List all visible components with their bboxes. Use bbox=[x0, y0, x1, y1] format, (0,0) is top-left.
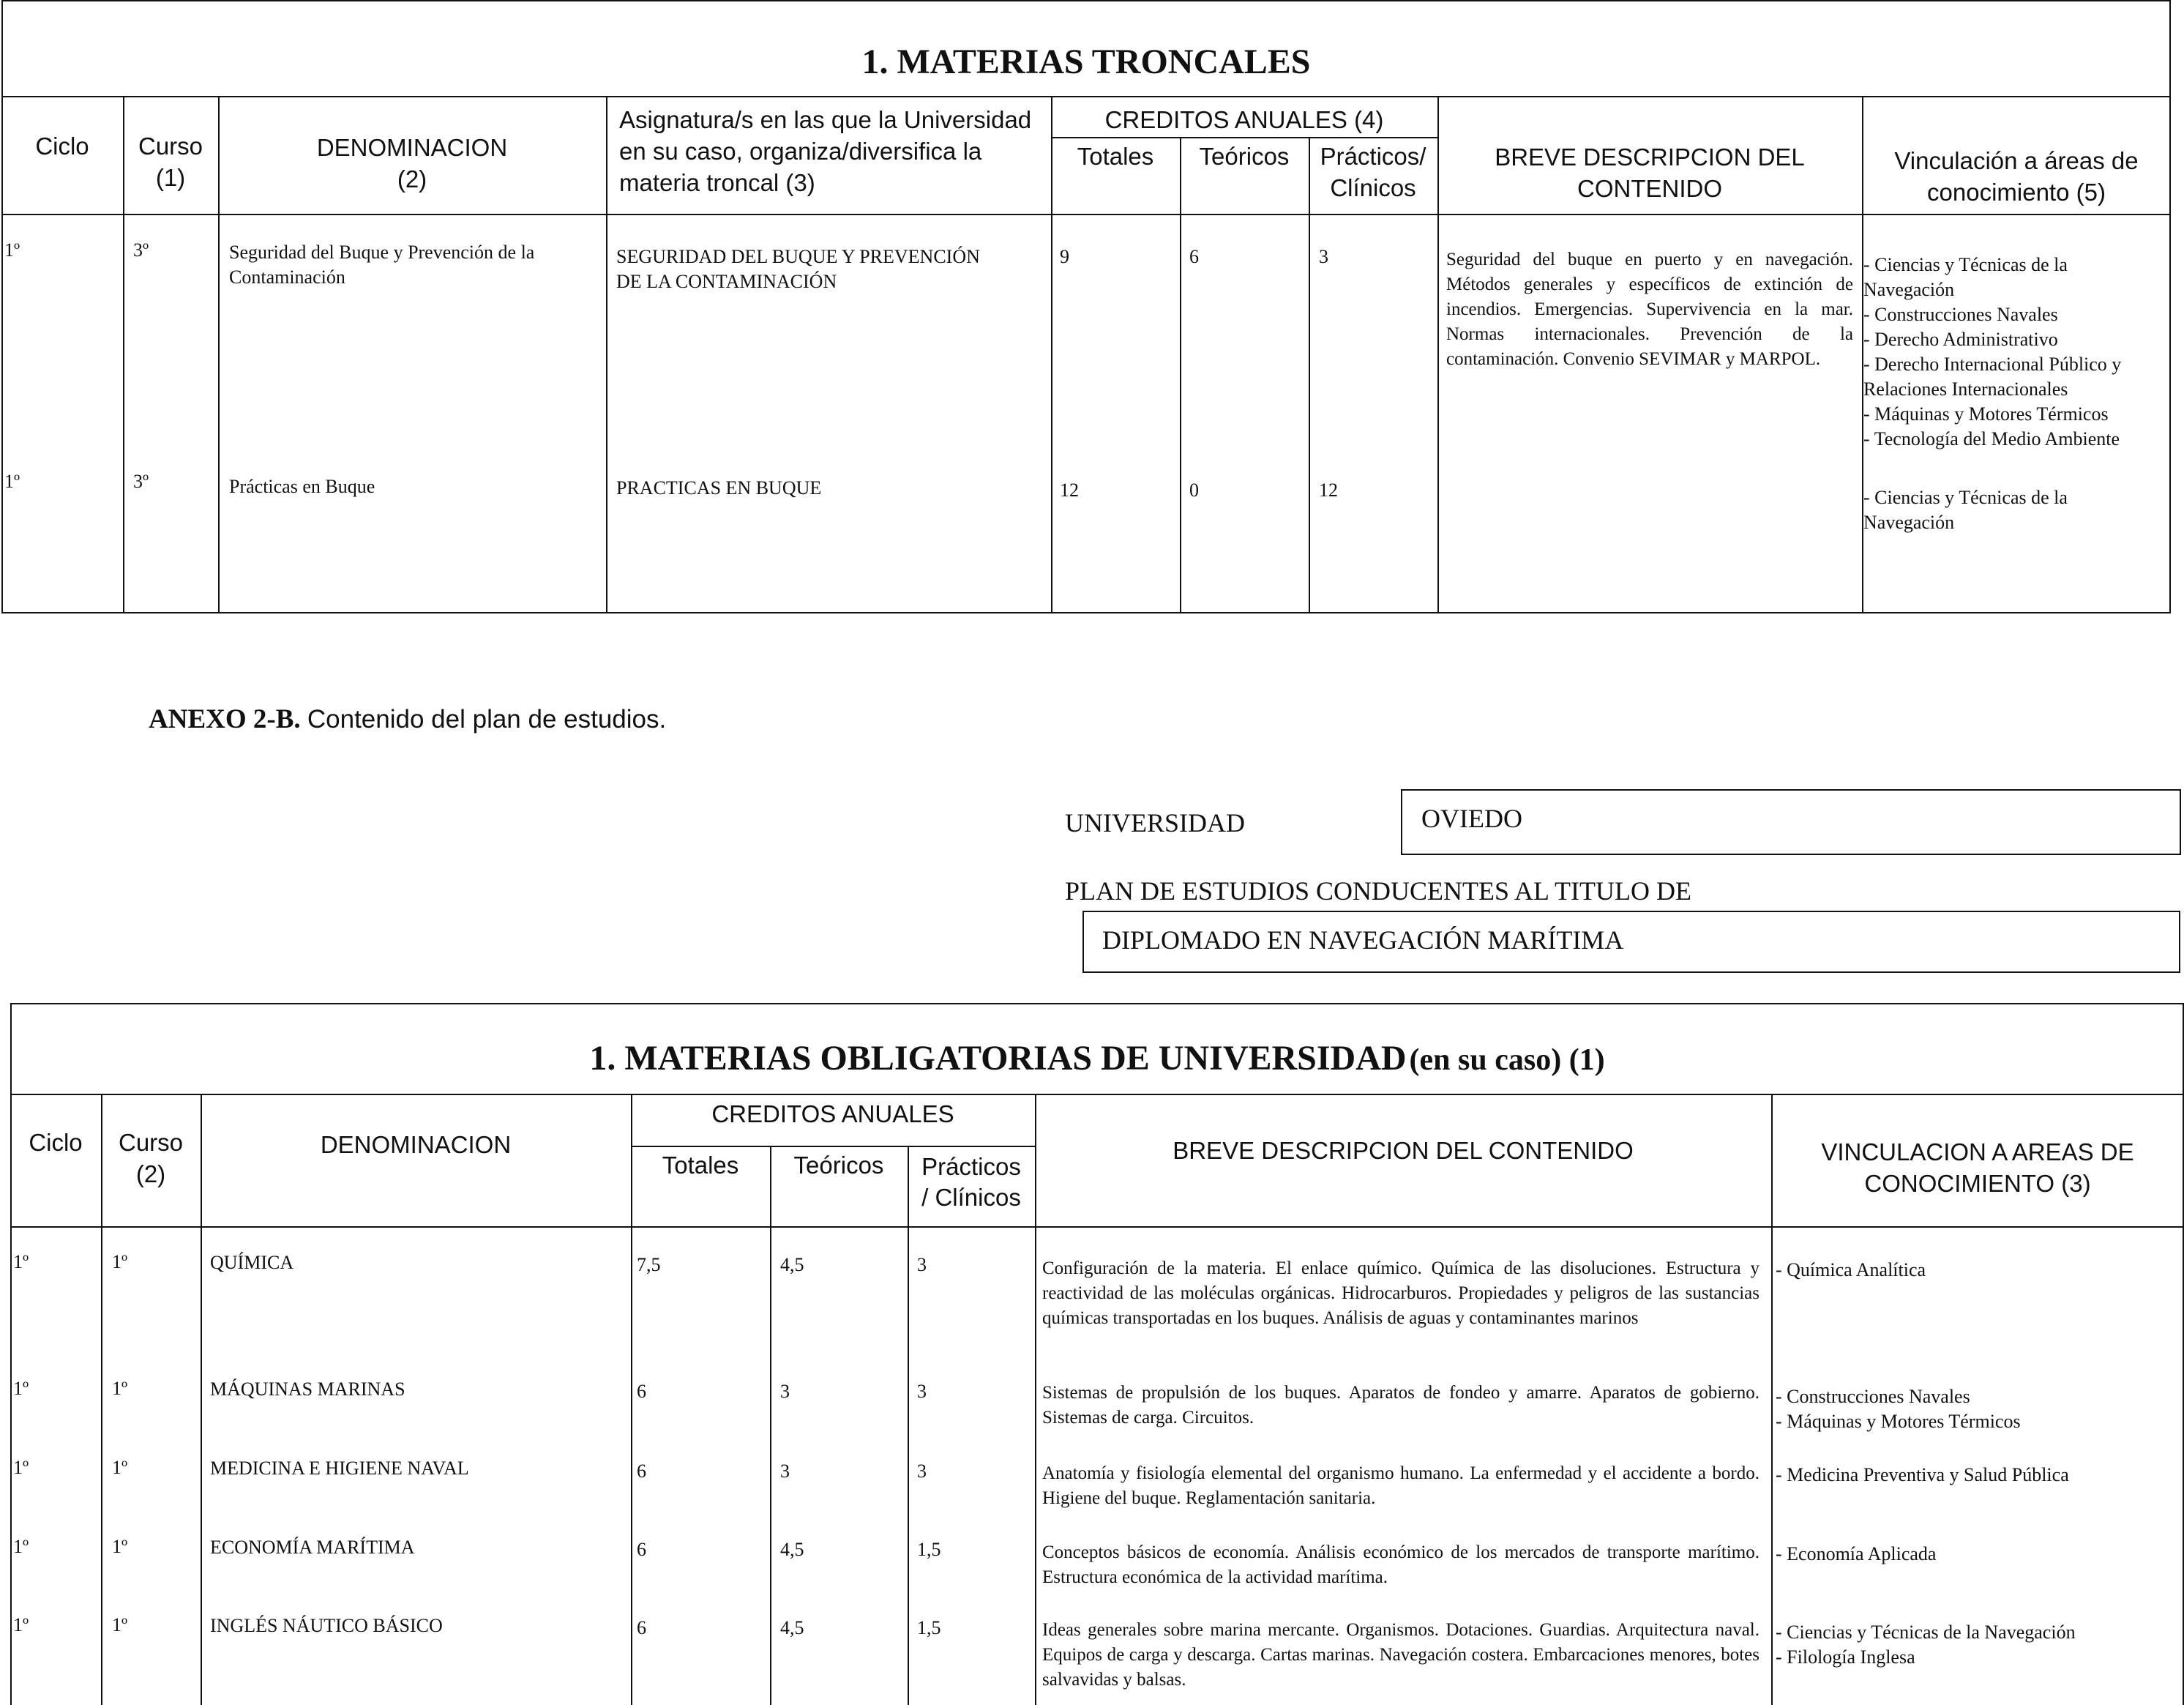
header-ciclo: Ciclo bbox=[35, 133, 89, 160]
row-teoricos: 6 bbox=[1189, 246, 1199, 267]
row-vinculacion bbox=[1776, 1542, 1936, 1567]
header-creditos: CREDITOS ANUALES bbox=[711, 1100, 954, 1127]
row-ciclo: 1º bbox=[13, 1457, 29, 1478]
row-curso: 1º bbox=[112, 1251, 128, 1272]
row-totales: 6 bbox=[637, 1460, 646, 1482]
row-teoricos: 3 bbox=[780, 1460, 790, 1482]
vinculacion-item: - Máquinas y Motores Térmicos bbox=[1863, 403, 2109, 425]
obligatorias-title bbox=[10, 1037, 2184, 1089]
header-asignatura-3: materia troncal (3) bbox=[619, 169, 815, 196]
anexo-heading bbox=[149, 703, 666, 736]
row-ciclo: 1º bbox=[13, 1614, 29, 1635]
row-totales: 6 bbox=[637, 1539, 646, 1560]
row-totales: 6 bbox=[637, 1381, 646, 1402]
row-denominacion: MÁQUINAS MARINAS bbox=[210, 1378, 405, 1400]
row-practicos: 3 bbox=[1319, 246, 1328, 267]
vinculacion-item: - Derecho Administrativo bbox=[1863, 329, 2058, 350]
vinculacion-item: - Filología Inglesa bbox=[1776, 1646, 1915, 1668]
header-teoricos: Teóricos bbox=[793, 1152, 884, 1179]
row-practicos: 12 bbox=[1319, 480, 1338, 501]
header-vinculacion: VINCULACION A AREAS DE bbox=[1821, 1138, 2134, 1165]
header-creditos: CREDITOS ANUALES (4) bbox=[1104, 106, 1384, 133]
row-vinculacion bbox=[1776, 1463, 2069, 1488]
row-curso: 1º bbox=[112, 1378, 128, 1399]
row-practicos: 1,5 bbox=[917, 1539, 941, 1560]
row-practicos: 1,5 bbox=[917, 1617, 941, 1638]
row-denominacion: INGLÉS NÁUTICO BÁSICO bbox=[210, 1615, 443, 1636]
header-denominacion: DENOMINACION bbox=[316, 134, 508, 161]
header-teoricos: Teóricos bbox=[1199, 143, 1290, 170]
vinculacion-item: Navegación bbox=[1863, 512, 1955, 533]
row-descripcion: Configuración de la materia. El enlace químico. Química de las disoluciones. Estructura y reactividad de las moléculas orgánicas. Hidrocarburos. Propiedades y peligros de las sustancias químicas transportadas en los buques. Análisis de aguas y contaminantes marinos bbox=[1042, 1258, 1759, 1328]
header-curso-note: (1) bbox=[155, 164, 186, 191]
row-teoricos: 4,5 bbox=[780, 1617, 804, 1638]
row-ciclo: 1º bbox=[4, 239, 20, 261]
vinculacion-item: - Máquinas y Motores Térmicos bbox=[1776, 1411, 2021, 1432]
vinculacion-item: - Química Analítica bbox=[1776, 1259, 1926, 1280]
vinculacion-item: - Economía Aplicada bbox=[1776, 1543, 1937, 1564]
header-curso: Curso bbox=[118, 1129, 184, 1156]
vinculacion-item: - Derecho Internacional Público y bbox=[1863, 354, 2122, 375]
row-asignatura-2: DE LA CONTAMINACIÓN bbox=[616, 271, 837, 292]
row-descripcion: Conceptos básicos de economía. Análisis económico de los mercados de transporte marítimo. Estructura económica de la actividad marítima. bbox=[1042, 1542, 1759, 1587]
header-descripcion: BREVE DESCRIPCION DEL bbox=[1495, 143, 1805, 171]
row-asignatura: PRACTICAS EN BUQUE bbox=[616, 477, 822, 499]
row-denominacion: MEDICINA E HIGIENE NAVAL bbox=[210, 1458, 469, 1479]
row-descripcion: Seguridad del buque en puerto y en navegación. Métodos generales y específicos de extinción de incendios. Emergencias. Supervivencia en la mar. Normas internacionales. Prevención de la contaminación. Convenio SEVIMAR y MARPOL. bbox=[1446, 250, 1853, 369]
row-curso: 3º bbox=[133, 239, 149, 261]
row-vinculacion bbox=[1863, 485, 2068, 535]
header-practicos: Prácticos/ bbox=[1320, 143, 1426, 170]
row-denominacion: Prácticas en Buque bbox=[229, 476, 375, 497]
row-curso: 1º bbox=[112, 1614, 128, 1635]
row-practicos: 3 bbox=[917, 1254, 927, 1275]
header-vinculacion-2: conocimiento (5) bbox=[1927, 179, 2106, 206]
header-practicos-2: / Clínicos bbox=[921, 1184, 1021, 1211]
header-practicos: Prácticos bbox=[921, 1153, 1021, 1180]
header-curso-note: (2) bbox=[135, 1160, 166, 1187]
header-asignatura: Asignatura/s en las que la Universidad bbox=[619, 106, 1032, 133]
row-totales: 6 bbox=[637, 1617, 646, 1638]
universidad-label: UNIVERSIDAD bbox=[1065, 808, 1245, 837]
header-curso: Curso bbox=[138, 133, 203, 160]
row-denominacion-2: Contaminación bbox=[229, 266, 345, 288]
plan-value: DIPLOMADO EN NAVEGACIÓN MARÍTIMA bbox=[1102, 925, 1624, 955]
header-totales: Totales bbox=[662, 1152, 739, 1179]
header-practicos-2: Clínicos bbox=[1330, 174, 1416, 201]
header-asignatura-2: en su caso, organiza/diversifica la bbox=[619, 138, 982, 165]
header-vinculacion-2: CONOCIMIENTO (3) bbox=[1864, 1170, 2091, 1197]
vinculacion-item: - Construcciones Navales bbox=[1776, 1386, 1970, 1407]
row-denominacion: ECONOMÍA MARÍTIMA bbox=[210, 1537, 415, 1558]
vinculacion-item: - Tecnología del Medio Ambiente bbox=[1863, 428, 2120, 449]
header-descripcion: BREVE DESCRIPCION DEL CONTENIDO bbox=[1173, 1137, 1634, 1164]
vinculacion-item: - Medicina Preventiva y Salud Pública bbox=[1776, 1464, 2069, 1485]
row-practicos: 3 bbox=[917, 1460, 927, 1482]
row-descripcion: Sistemas de propulsión de los buques. Aparatos de fondeo y amarre. Aparatos de gobierno. Sistemas de carga. Circuitos. bbox=[1042, 1383, 1759, 1428]
vinculacion-item: - Construcciones Navales bbox=[1863, 304, 2058, 325]
vinculacion-item: Relaciones Internacionales bbox=[1863, 378, 2068, 400]
row-ciclo: 1º bbox=[13, 1536, 29, 1557]
row-practicos: 3 bbox=[917, 1381, 927, 1402]
vinculacion-item: Navegación bbox=[1863, 279, 1955, 300]
row-descripcion: Anatomía y fisiología elemental del organismo humano. La enfermedad y el accidente a bordo. Higiene del buque. Reglamentación sanitaria. bbox=[1042, 1463, 1759, 1508]
row-totales: 7,5 bbox=[637, 1254, 661, 1275]
row-ciclo: 1º bbox=[13, 1251, 29, 1272]
obligatorias-table bbox=[10, 1003, 2184, 1705]
anexo-text: Contenido del plan de estudios. bbox=[307, 705, 667, 734]
troncales-title: 1. MATERIAS TRONCALES bbox=[861, 42, 1311, 81]
obligatorias-title-suffix: (en su caso) (1) bbox=[1409, 1043, 1605, 1077]
header-denominacion: DENOMINACION bbox=[320, 1131, 512, 1158]
row-teoricos: 0 bbox=[1189, 480, 1199, 501]
obligatorias-title-main: 1. MATERIAS OBLIGATORIAS DE UNIVERSIDAD bbox=[589, 1039, 1407, 1078]
row-denominacion: Seguridad del Buque y Prevención de la bbox=[229, 242, 535, 263]
header-totales: Totales bbox=[1077, 143, 1154, 170]
row-teoricos: 4,5 bbox=[780, 1254, 804, 1275]
vinculacion-item: - Ciencias y Técnicas de la bbox=[1863, 487, 2068, 508]
plan-label: PLAN DE ESTUDIOS CONDUCENTES AL TITULO DE bbox=[1065, 876, 1691, 906]
row-denominacion: QUÍMICA bbox=[210, 1252, 294, 1273]
row-descripcion: Ideas generales sobre marina mercante. Organismos. Dotaciones. Guardias. Arquitectura naval. Equipos de carga y descarga. Cartas marinas. Navegación costera. Embarcaciones menores, botes salvavidas y balsas. bbox=[1042, 1620, 1759, 1690]
header-ciclo: Ciclo bbox=[29, 1129, 83, 1156]
row-teoricos: 3 bbox=[780, 1381, 790, 1402]
row-vinculacion bbox=[1863, 253, 2121, 452]
row-ciclo: 1º bbox=[13, 1378, 29, 1399]
row-vinculacion bbox=[1776, 1620, 2076, 1670]
vinculacion-item: - Ciencias y Técnicas de la Navegación bbox=[1776, 1622, 2076, 1643]
row-vinculacion bbox=[1776, 1384, 2021, 1434]
row-curso: 3º bbox=[133, 471, 149, 492]
row-curso: 1º bbox=[112, 1457, 128, 1478]
row-totales: 9 bbox=[1060, 246, 1069, 267]
row-vinculacion bbox=[1776, 1258, 1926, 1283]
row-curso: 1º bbox=[112, 1536, 128, 1557]
row-teoricos: 4,5 bbox=[780, 1539, 804, 1560]
header-vinculacion: Vinculación a áreas de bbox=[1894, 147, 2139, 174]
header-denominacion-note: (2) bbox=[397, 165, 427, 193]
row-totales: 12 bbox=[1060, 480, 1079, 501]
vinculacion-item: - Ciencias y Técnicas de la bbox=[1863, 254, 2068, 275]
header-descripcion-2: CONTENIDO bbox=[1577, 175, 1722, 202]
row-ciclo: 1º bbox=[4, 471, 20, 492]
universidad-value: OVIEDO bbox=[1421, 804, 1522, 833]
anexo-label: ANEXO 2-B. bbox=[149, 704, 301, 734]
row-asignatura: SEGURIDAD DEL BUQUE Y PREVENCIÓN bbox=[616, 246, 980, 267]
